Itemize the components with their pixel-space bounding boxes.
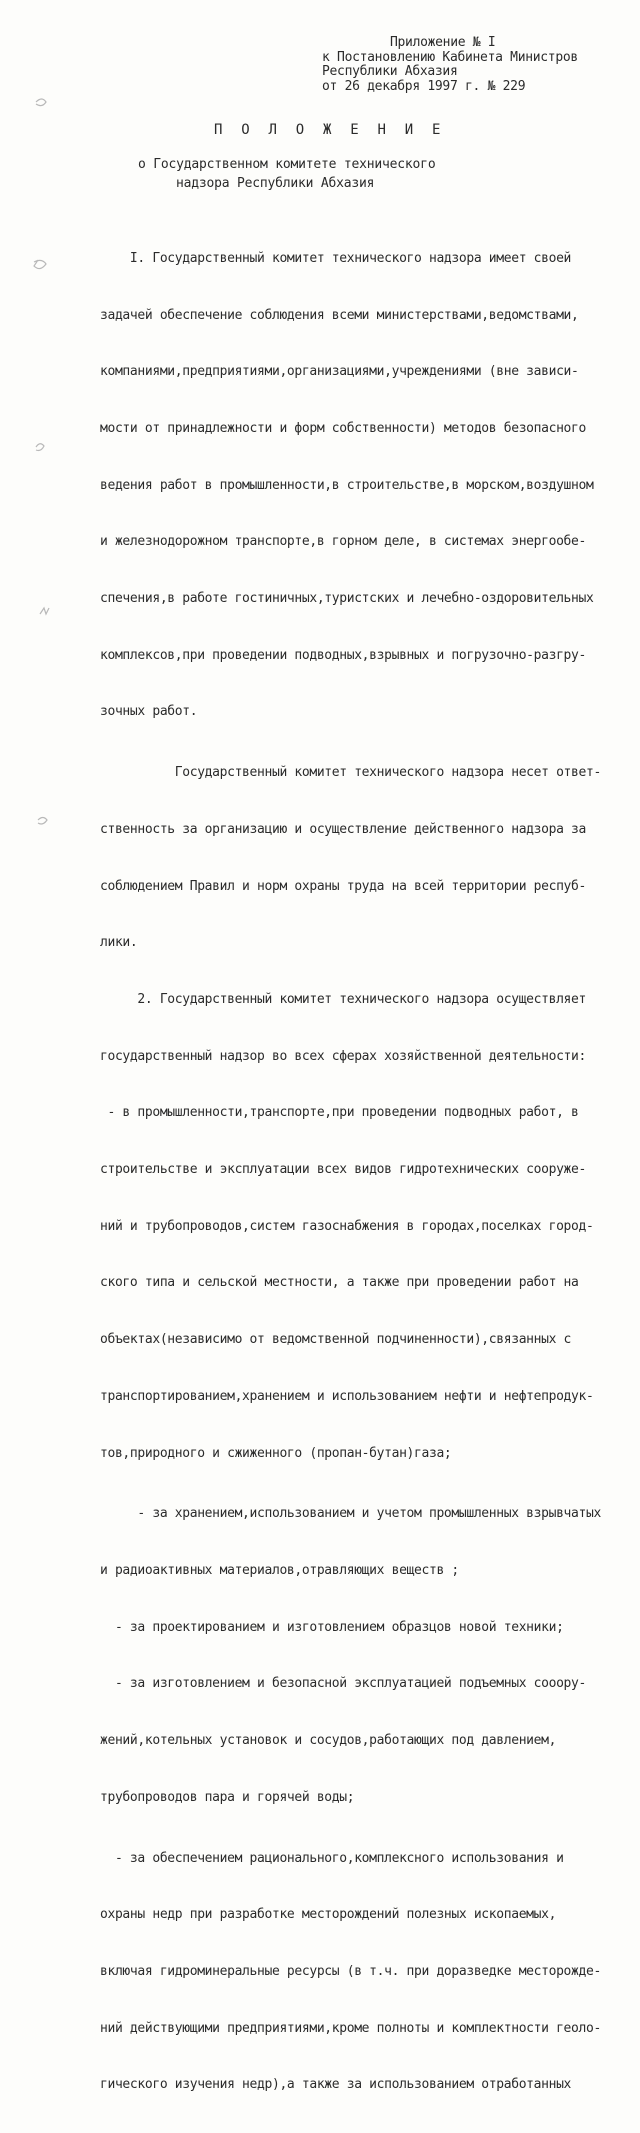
body-line: ведения работ в промышленности,в строительстве,в морском,воздушном [100, 477, 594, 493]
punch-hole-mark [34, 99, 49, 824]
body-line: гического изучения недр),а также за использованием отработанных [100, 2077, 572, 2093]
body-line: комплексов,при проведении подводных,взрывных и погрузочно-разгру- [100, 647, 586, 663]
body-line: компаниями,предприятиями,организациями,учреждениями (вне зависи- [100, 364, 579, 380]
body-line: спечения,в работе гостиничных,туристских и лечебно-оздоровительных [100, 591, 594, 607]
body-line: ний и трубопроводов,систем газоснабжения в городах,поселках город- [100, 1218, 594, 1234]
annex-date-number: от 26 декабря 1997 г. № 229 [322, 78, 526, 94]
subtitle-line-2: надзора Республики Абхазия [176, 176, 375, 191]
body-line: и радиоактивных материалов,отравляющих веществ ; [100, 1562, 459, 1578]
body-line: соблюдением Правил и норм охраны труда на всей территории респуб- [100, 878, 586, 894]
body-line: трубопроводов пара и горячей воды; [100, 1789, 355, 1805]
body-line: задачей обеспечение соблюдения всеми министерствами,ведомствами, [100, 307, 579, 323]
body-line: I. Государственный комитет технического надзора имеет своей [100, 250, 572, 266]
annex-republic: Республики Абхазия [322, 64, 458, 79]
body-line: лики. [100, 935, 138, 951]
body-line: строительстве и эксплуатации всех видов гидротехнических сооруже- [100, 1162, 586, 1178]
body-line: жений,котельных установок и сосудов,работающих под давлением, [100, 1733, 557, 1749]
body-line: ний действующими предприятиями,кроме полноты и комплектности геоло- [100, 2020, 601, 2036]
body-line: зочных работ. [100, 704, 198, 720]
body-line: транспортированием,хранением и использованием нефти и нефтепродук- [100, 1388, 594, 1404]
body-line: Государственный комитет технического надзора несет ответ- [100, 765, 601, 781]
document-body [100, 212, 620, 2133]
body-line: - в промышленности,транспорте,при проведении подводных работ, в [100, 1105, 579, 1121]
body-line: ственность за организацию и осуществление действенного надзора за [100, 821, 586, 837]
body-line: государственный надзор во всех сферах хозяйственной деятельности: [100, 1048, 586, 1064]
subtitle-line-1: о Государственном комитете технического [138, 157, 436, 172]
body-line: включая гидроминеральные ресурсы (в т.ч. при доразведке месторожде- [100, 1963, 601, 1979]
body-line: мости от принадлежности и форм собственности) методов безопасного [100, 420, 586, 436]
body-line: - за хранением,использованием и учетом промышленных взрывчатых [100, 1506, 601, 1522]
annex-block [322, 36, 578, 94]
annex-reference: к Постановлению Кабинета Министров [322, 49, 578, 65]
body-line: - за изготовлением и безопасной эксплуатацией подъемных сооору- [100, 1676, 586, 1692]
document-title: П О Л О Ж Е Н И Е [214, 122, 446, 138]
body-line: охраны недр при разработке месторождений полезных ископаемых, [100, 1907, 557, 1923]
body-line: объектах(независимо от ведомственной подчиненности),связанных с [100, 1332, 572, 1348]
document-subtitle [138, 155, 435, 193]
body-line: ского типа и сельской местности, а также при проведении работ на [100, 1275, 579, 1291]
body-line: 2. Государственный комитет технического надзора осуществляет [100, 991, 586, 1007]
body-line: тов,природного и сжиженного (пропан-бутан)газа; [100, 1445, 452, 1461]
body-line: - за обеспечением рационального,комплексного использования и [100, 1850, 564, 1866]
body-line: и железнодорожном транспорте,в горном деле, в системах энергообе- [100, 534, 586, 550]
annex-number: Приложение № I [390, 35, 496, 50]
body-line: - за проектированием и изготовлением образцов новой техники; [100, 1619, 564, 1635]
